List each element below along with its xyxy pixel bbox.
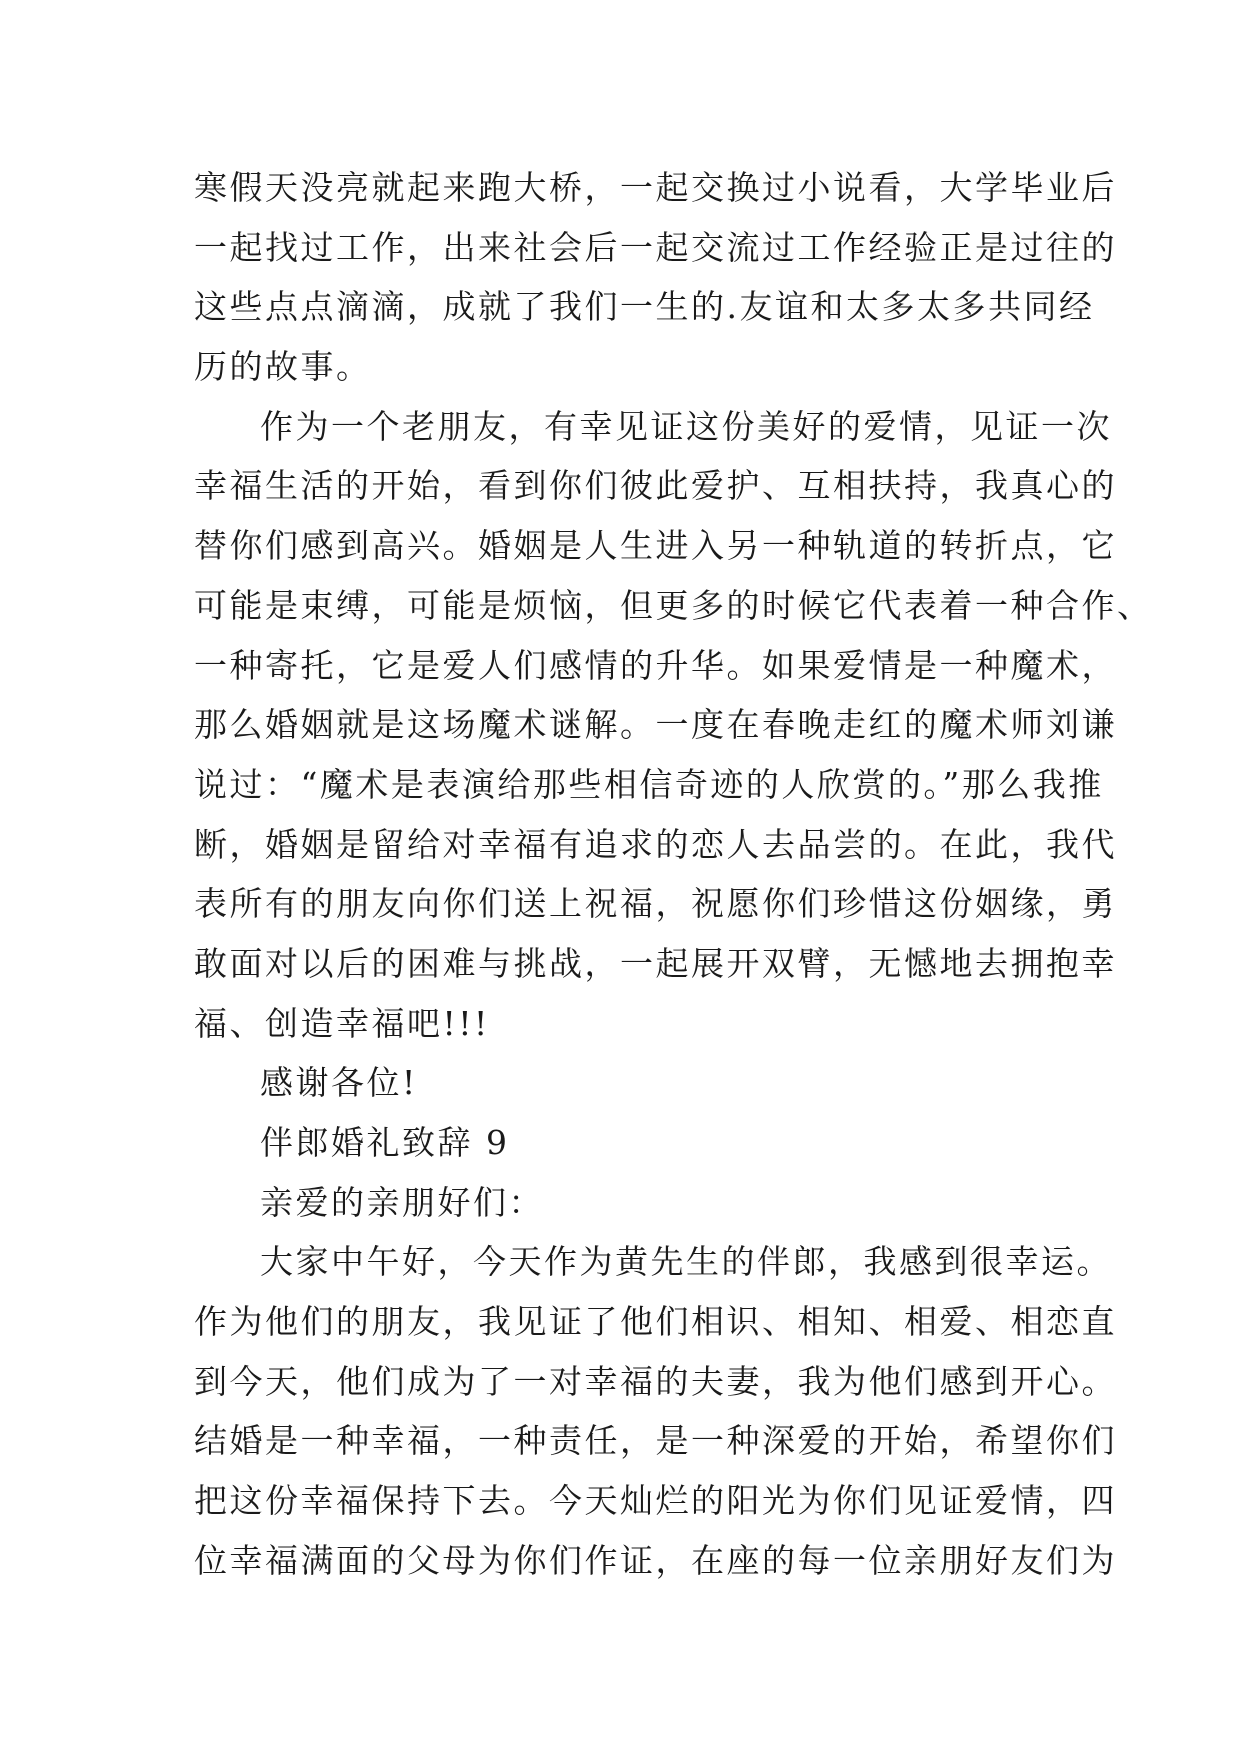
text-line: 作为一个老朋友，有幸见证这份美好的爱情，见证一次 [260, 406, 1112, 446]
salutation: 亲爱的亲朋好们： [260, 1182, 544, 1222]
text-line: 到今天，他们成为了一对幸福的夫妻，我为他们感到开心。 [194, 1361, 1117, 1401]
text-line: 结婚是一种幸福，一种责任，是一种深爱的开始，希望你们 [194, 1421, 1117, 1461]
text-line: 断，婚姻是留给对幸福有追求的恋人去品尝的。在此，我代 [194, 824, 1117, 864]
text-line: 说过：“魔术是表演给那些相信奇迹的人欣赏的。”那么我推 [194, 764, 1104, 804]
text-line: 作为他们的朋友，我见证了他们相识、相知、相爱、相恋直 [194, 1302, 1117, 1342]
text-line: 福、创造幸福吧!!! [194, 1003, 490, 1043]
section-heading: 伴郎婚礼致辞 9 [260, 1123, 510, 1162]
text-line: 一起找过工作，出来社会后一起交流过工作经验正是过往的 [194, 227, 1117, 267]
text-line: 替你们感到高兴。婚姻是人生进入另一种轨道的转折点，它 [194, 526, 1117, 566]
text-line: 历的故事。 [194, 347, 372, 387]
text-line: 感谢各位! [260, 1063, 418, 1103]
document-body [194, 158, 1153, 1591]
text-line: 幸福生活的开始，看到你们彼此爱护、互相扶持，我真心的 [194, 466, 1117, 506]
text-line: 位幸福满面的父母为你们作证，在座的每一位亲朋好友们为 [194, 1540, 1117, 1580]
text-line: 可能是束缚，可能是烦恼，但更多的时候它代表着一种合作、 [194, 585, 1153, 625]
text-line: 寒假天没亮就起来跑大桥，一起交换过小说看，大学毕业后 [194, 168, 1117, 207]
text-line: 大家中午好，今天作为黄先生的伴郎，我感到很幸运。 [260, 1242, 1112, 1282]
text-line: 敢面对以后的困难与挑战，一起展开双臂，无憾地去拥抱幸 [194, 943, 1117, 983]
text-line: 把这份幸福保持下去。今天灿烂的阳光为你们见证爱情，四 [194, 1481, 1117, 1521]
text-line: 一种寄托，它是爱人们感情的升华。如果爱情是一种魔术， [194, 645, 1117, 685]
text-line: 这些点点滴滴，成就了我们一生的.友谊和太多太多共同经 [194, 287, 1095, 327]
text-line: 那么婚姻就是这场魔术谜解。一度在春晚走红的魔术师刘谦 [194, 705, 1117, 745]
text-line: 表所有的朋友向你们送上祝福，祝愿你们珍惜这份姻缘，勇 [194, 884, 1117, 924]
